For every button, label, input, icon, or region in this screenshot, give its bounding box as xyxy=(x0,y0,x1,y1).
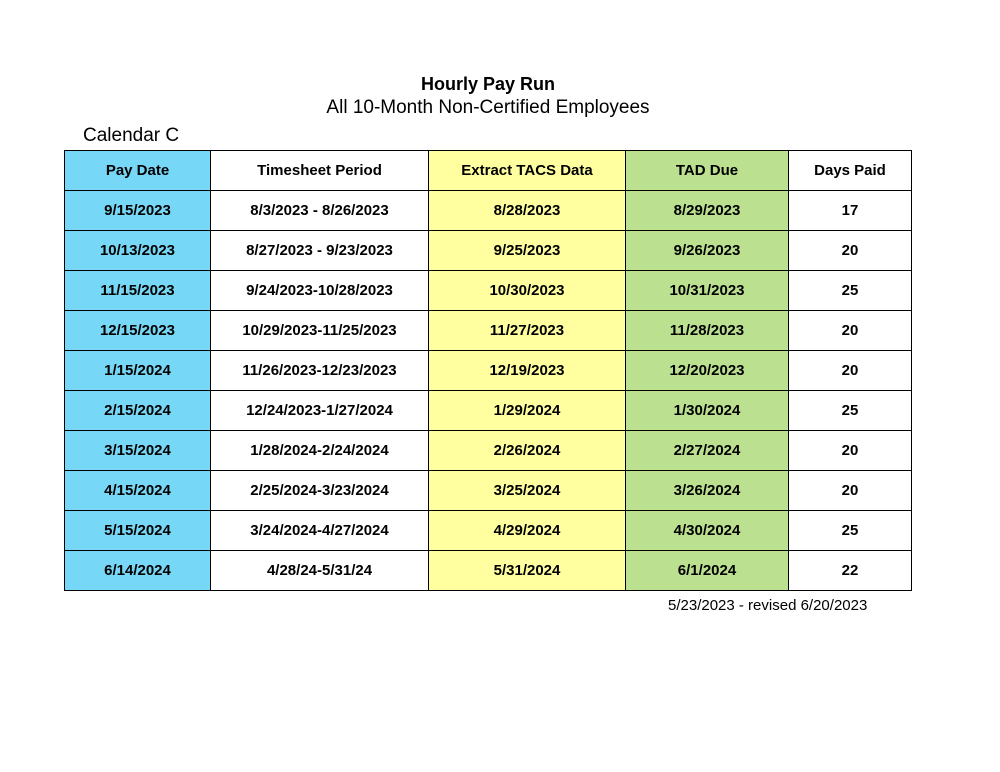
tad-due-cell: 9/26/2023 xyxy=(626,231,789,271)
tad-due-cell: 1/30/2024 xyxy=(626,391,789,431)
timesheet-period-cell: 11/26/2023-12/23/2023 xyxy=(211,351,429,391)
extract-tacs-data-cell: 1/29/2024 xyxy=(429,391,626,431)
timesheet-period-cell: 8/3/2023 - 8/26/2023 xyxy=(211,191,429,231)
pay-date-cell: 3/15/2024 xyxy=(65,431,211,471)
revision-note: 5/23/2023 - revised 6/20/2023 xyxy=(668,597,868,614)
column-header-extract-tacs-data: Extract TACS Data xyxy=(429,151,626,191)
column-header-tad-due: TAD Due xyxy=(626,151,789,191)
table-header-row xyxy=(65,151,912,191)
tad-due-cell: 12/20/2023 xyxy=(626,351,789,391)
days-paid-cell: 20 xyxy=(789,431,912,471)
table-row xyxy=(65,231,912,271)
extract-tacs-data-cell: 3/25/2024 xyxy=(429,471,626,511)
days-paid-cell: 22 xyxy=(789,551,912,591)
timesheet-period-cell: 4/28/24-5/31/24 xyxy=(211,551,429,591)
column-header-timesheet-period: Timesheet Period xyxy=(211,151,429,191)
timesheet-period-cell: 3/24/2024-4/27/2024 xyxy=(211,511,429,551)
table-row xyxy=(65,271,912,311)
calendar-label: Calendar C xyxy=(83,125,180,146)
timesheet-period-cell: 2/25/2024-3/23/2024 xyxy=(211,471,429,511)
extract-tacs-data-cell: 8/28/2023 xyxy=(429,191,626,231)
extract-tacs-data-cell: 4/29/2024 xyxy=(429,511,626,551)
days-paid-cell: 20 xyxy=(789,231,912,271)
days-paid-cell: 25 xyxy=(789,271,912,311)
tad-due-cell: 4/30/2024 xyxy=(626,511,789,551)
pay-date-cell: 2/15/2024 xyxy=(65,391,211,431)
table-row xyxy=(65,431,912,471)
extract-tacs-data-cell: 12/19/2023 xyxy=(429,351,626,391)
timesheet-period-cell: 9/24/2023-10/28/2023 xyxy=(211,271,429,311)
pay-schedule-table xyxy=(64,150,912,591)
pay-date-cell: 6/14/2024 xyxy=(65,551,211,591)
table-row xyxy=(65,311,912,351)
table-row xyxy=(65,351,912,391)
pay-date-cell: 9/15/2023 xyxy=(65,191,211,231)
timesheet-period-cell: 10/29/2023-11/25/2023 xyxy=(211,311,429,351)
tad-due-cell: 3/26/2024 xyxy=(626,471,789,511)
pay-date-cell: 4/15/2024 xyxy=(65,471,211,511)
column-header-pay-date: Pay Date xyxy=(65,151,211,191)
extract-tacs-data-cell: 5/31/2024 xyxy=(429,551,626,591)
tad-due-cell: 10/31/2023 xyxy=(626,271,789,311)
days-paid-cell: 20 xyxy=(789,351,912,391)
extract-tacs-data-cell: 2/26/2024 xyxy=(429,431,626,471)
table-row xyxy=(65,511,912,551)
days-paid-cell: 25 xyxy=(789,511,912,551)
extract-tacs-data-cell: 11/27/2023 xyxy=(429,311,626,351)
timesheet-period-cell: 12/24/2023-1/27/2024 xyxy=(211,391,429,431)
tad-due-cell: 11/28/2023 xyxy=(626,311,789,351)
pay-date-cell: 12/15/2023 xyxy=(65,311,211,351)
timesheet-period-cell: 1/28/2024-2/24/2024 xyxy=(211,431,429,471)
extract-tacs-data-cell: 10/30/2023 xyxy=(429,271,626,311)
days-paid-cell: 25 xyxy=(789,391,912,431)
tad-due-cell: 2/27/2024 xyxy=(626,431,789,471)
table-row xyxy=(65,191,912,231)
table-row xyxy=(65,551,912,591)
days-paid-cell: 20 xyxy=(789,311,912,351)
page-title: Hourly Pay Run xyxy=(420,74,556,94)
timesheet-period-cell: 8/27/2023 - 9/23/2023 xyxy=(211,231,429,271)
tad-due-cell: 6/1/2024 xyxy=(626,551,789,591)
days-paid-cell: 20 xyxy=(789,471,912,511)
pay-date-cell: 1/15/2024 xyxy=(65,351,211,391)
pay-date-cell: 10/13/2023 xyxy=(65,231,211,271)
table-row xyxy=(65,471,912,511)
tad-due-cell: 8/29/2023 xyxy=(626,191,789,231)
pay-date-cell: 11/15/2023 xyxy=(65,271,211,311)
pay-date-cell: 5/15/2024 xyxy=(65,511,211,551)
column-header-days-paid: Days Paid xyxy=(789,151,912,191)
table-row xyxy=(65,391,912,431)
extract-tacs-data-cell: 9/25/2023 xyxy=(429,231,626,271)
page-subtitle: All 10-Month Non-Certified Employees xyxy=(326,97,650,118)
days-paid-cell: 17 xyxy=(789,191,912,231)
